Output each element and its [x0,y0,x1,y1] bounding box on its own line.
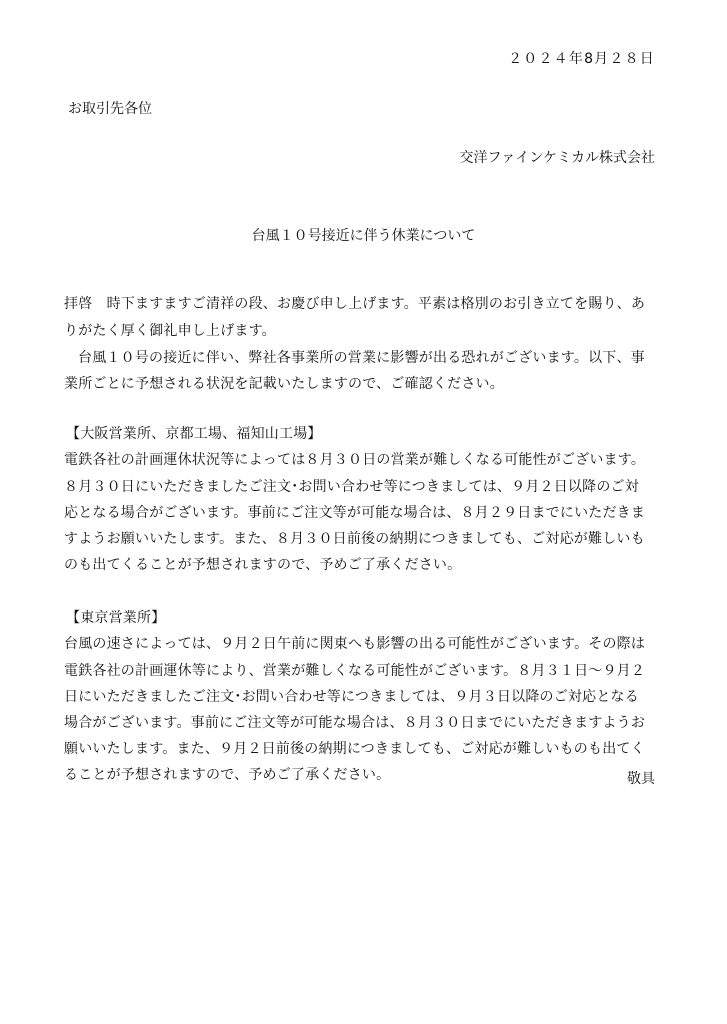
sender-company: 交洋ファインケミカル株式会社 [459,150,655,166]
page-title: 台風１０号接近に伴う休業について [251,228,476,244]
intro-line: 業所ごとに予想される状況を記載いたしますので、ご確認ください。 [64,376,504,392]
section-line: 台風の速さによっては、９月２日午前に関東へも影響の出る可能性がございます。その際は [64,636,646,652]
section-line: ることが予想されますので、予めご了承ください。 [64,767,391,783]
intro-line: 台風１０号の接近に伴い、弊社各事業所の営業に影響が出る恐れがございます。以下、事 [78,350,645,366]
section-line: 電鉄各社の計画運休等により、営業が難しくなる可能性がございます。８月３１日～９月２ [64,663,646,679]
section-line: すようお願いいたします。また、８月３０日前後の納期につきましても、ご対応が難しいも [64,531,645,547]
section-line: ８月３０日にいただきましたご注文･お問い合わせ等につきましては、９月２日以降のご対 [64,479,639,495]
greeting-line: 拝啓 時下ますますご清祥の段、お慶び申し上げます。平素は格別のお引き立てを賜り、あ [64,296,646,312]
section-line: 日にいただきましたご注文･お問い合わせ等につきましては、９月３日以降のご対応となる [64,689,639,705]
section-line: のも出てくることが予想されますので、予めご了承ください。 [64,557,462,573]
section-heading-tokyo: 【東京営業所】 [66,610,166,626]
section-line: 応となる場合がございます。事前にご注文等が可能な場合は、８月２９日までにいただきま [64,505,646,521]
letter-date: ２０２４年8月２８日 [508,51,655,67]
section-line: 場合がございます。事前にご注文等が可能な場合は、８月３０日までにいただきますようお [64,715,646,731]
closing-phrase: 敬具 [627,771,655,787]
section-heading-osaka: 【大阪営業所、京都工場、福知山工場】 [66,426,322,442]
section-line: 願いいたします。また、９月２日前後の納期につきましても、ご対応が難しいものも出てく [64,741,645,757]
greeting-line: りがたく厚く御礼申し上げます。 [64,323,276,339]
section-line: 電鉄各社の計画運休状況等によっては８月３０日の営業が難しくなる可能性がございます。 [64,452,646,468]
recipient: お取引先各位 [68,101,152,117]
